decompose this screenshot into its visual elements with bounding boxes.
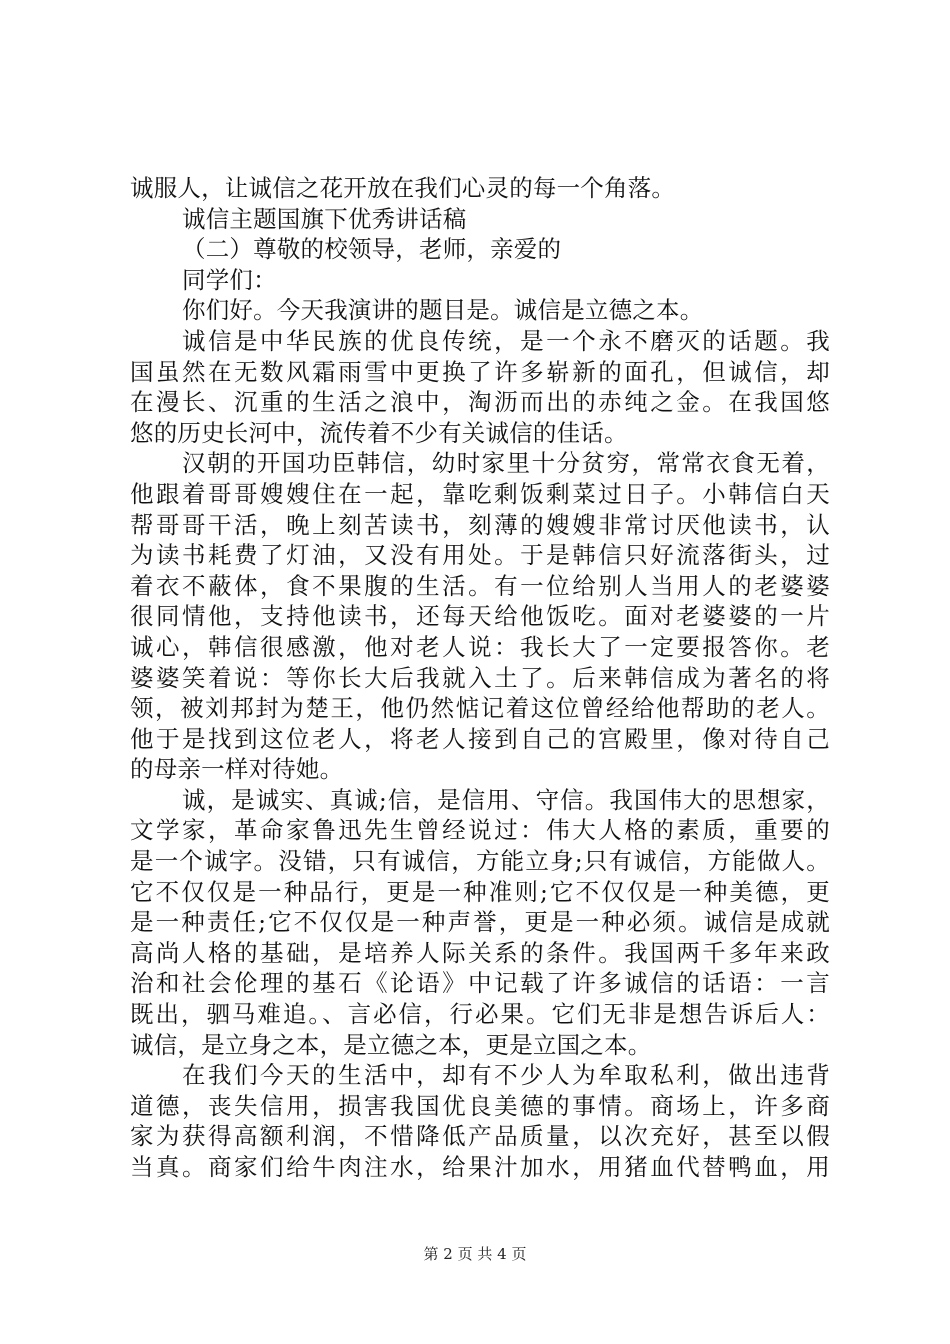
- text-line: 很同情他，支持他读书，还每天给他饭吃。面对老婆婆的一片: [130, 602, 830, 631]
- text-line: 家为获得高额利润，不惜降低产品质量，以次充好，甚至以假: [130, 1122, 830, 1151]
- text-line: 他跟着哥哥嫂嫂住在一起，靠吃剩饭剩菜过日子。小韩信白天: [130, 479, 830, 508]
- text-line: 婆婆笑着说：等你长大后我就入土了。后来韩信成为著名的将: [130, 663, 830, 692]
- text-line: 是一种责任;它不仅仅是一种声誉，更是一种必须。诚信是成就: [130, 908, 830, 937]
- text-line: 帮哥哥干活，晚上刻苦读书，刻薄的嫂嫂非常讨厌他读书，认: [130, 510, 830, 539]
- text-line: 是一个诚字。没错，只有诚信，方能立身;只有诚信，方能做人。: [130, 847, 830, 876]
- text-line: 国虽然在无数风霜雨雪中更换了许多崭新的面孔，但诚信，却: [130, 357, 830, 386]
- text-line: 诚信主题国旗下优秀讲话稿: [182, 204, 467, 233]
- text-line: 你们好。今天我演讲的题目是。诚信是立德之本。: [182, 296, 704, 325]
- text-line: 为读书耗费了灯油，又没有用处。于是韩信只好流落街头，过: [130, 541, 830, 570]
- text-line: 悠的历史长河中，流传着不少有关诚信的佳话。: [130, 418, 628, 447]
- text-line: 既出，驷马难追。、言必信，行必果。它们无非是想告诉后人：: [130, 1000, 830, 1029]
- text-line: 治和社会伦理的基石《论语》中记载了许多诚信的话语：一言: [130, 969, 830, 998]
- text-line: 他于是找到这位老人，将老人接到自己的宫殿里，像对待自己: [130, 724, 830, 753]
- text-line: 诚服人，让诚信之花开放在我们心灵的每一个角落。: [130, 174, 676, 202]
- text-line: 诚信，是立身之本，是立德之本，更是立国之本。: [130, 1030, 652, 1059]
- text-line: 诚信是中华民族的优良传统，是一个永不磨灭的话题。我: [182, 326, 830, 355]
- text-line: 在漫长、沉重的生活之浪中，淘沥而出的赤纯之金。在我国悠: [130, 388, 830, 417]
- text-line: 同学们：: [182, 265, 277, 294]
- text-line: 领，被刘邦封为楚王，他仍然惦记着这位曾经给他帮助的老人。: [130, 694, 830, 723]
- text-line: 高尚人格的基础，是培养人际关系的条件。我国两千多年来政: [130, 938, 830, 967]
- text-line: （二）尊敬的校领导，老师，亲爱的: [182, 235, 562, 264]
- text-line: 汉朝的开国功臣韩信，幼时家里十分贫穷，常常衣食无着，: [182, 449, 830, 478]
- text-line: 它不仅仅是一种品行，更是一种准则;它不仅仅是一种美德，更: [130, 877, 830, 906]
- text-line: 诚心，韩信很感激，他对老人说：我长大了一定要报答你。老: [130, 632, 830, 661]
- text-line: 的母亲一样对待她。: [130, 755, 344, 784]
- text-line: 道德，丧失信用，损害我国优良美德的事情。商场上，许多商: [130, 1091, 830, 1120]
- text-line: 当真。商家们给牛肉注水，给果汁加水，用猪血代替鸭血，用: [130, 1153, 830, 1181]
- page-footer: 第 2 页 共 4 页: [423, 1245, 527, 1263]
- text-line: 在我们今天的生活中，却有不少人为牟取私利，做出违背: [182, 1061, 830, 1090]
- text-line: 诚，是诚实、真诚;信，是信用、守信。我国伟大的思想家，: [182, 785, 830, 814]
- text-line: 着衣不蔽体，食不果腹的生活。有一位给别人当用人的老婆婆: [130, 571, 830, 600]
- document-body: [130, 173, 830, 1183]
- text-line: 文学家，革命家鲁迅先生曾经说过：伟大人格的素质，重要的: [130, 816, 830, 845]
